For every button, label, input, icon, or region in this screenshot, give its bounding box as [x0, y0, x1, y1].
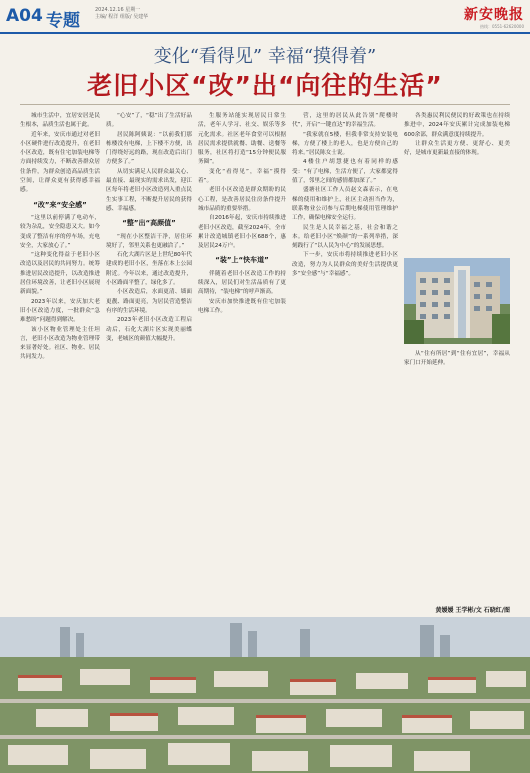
paragraph: 民生是人民幸福之基，社会和谐之本。给老旧小区“焕颜”的一系列举措，深刻践行了“以人民为中心”的发展思想。	[292, 224, 398, 250]
paragraph: 2023年以来，安庆加大老旧小区改造力度，一批群众“急难愁盼”问题得到解决。	[20, 298, 100, 324]
paragraph: 伴随着老旧小区改造工作的持续深入，居民们对生活品质有了更高期待，“装电梯”的呼声渐高。	[198, 270, 286, 296]
paragraph: 该小区物业管理处主任坦言，老旧小区改造为物业管理带来显著好处。社区、物业、居民共同发力。	[20, 326, 100, 361]
section-heading: “改”来“安全感”	[33, 200, 87, 209]
article-column-4	[292, 112, 398, 610]
paragraph: “这里以前停满了电动车，较为杂乱，安全隐患又大。如今变成了整洁有序的停车场，充电安全，大家放心了。”	[20, 214, 100, 249]
paragraph: 石化大湖片区是上世纪80年代建成的老旧小区，坐落在本上公园附近。今年以来，通过改造提升，小区路面平整了，绿化多了。	[106, 252, 192, 287]
designer-credit: 组版/ 吴建华	[119, 14, 149, 20]
issue-weekday: 星期一	[125, 7, 141, 13]
paragraph: 城市生活中，宜居安居是民生根本，品质生活也属于此。	[20, 113, 100, 129]
paragraph: 2023年老旧小区改造工程启动后，石化大湖片区实现美丽蝶变，老城区的颜值大幅提升。	[106, 317, 192, 342]
paragraph: 老旧小区改造是群众期盼的民心工程，是改善居民住房条件提升城市品质的重要举措。	[198, 187, 286, 212]
article-column-5-top	[404, 112, 510, 252]
paragraph: 从切实满足人民群众最关心、最直接、最现实的需求出发，迎江区每年将老旧小区改造列入重点民生实事工程，不断提升居民的获得感、幸福感。	[106, 168, 192, 212]
headline-divider	[20, 104, 510, 105]
article-column-2	[106, 112, 192, 610]
byline: 黄媛媛 王学彬/文 石晓红/图	[435, 607, 510, 614]
article-column-5-bottom	[404, 350, 510, 610]
section-heading: “装”上“快车道”	[215, 256, 269, 265]
paragraph: 从“住有所居”到“住有宜居”，幸福从家门口开始延伸。	[404, 351, 510, 367]
article-column-1	[20, 112, 100, 610]
editor-credit: 主编/ 程洋	[95, 14, 119, 20]
issue-date: 2024.12.16	[95, 7, 124, 13]
paragraph: 盛塘社区工作人员赵文森表示，在电梯的使用和维护上，社区主动担当作为，联系物业公司参与后期电梯使用管理维护工作，确保电梯安全运行。	[292, 187, 398, 222]
page-header	[0, 0, 530, 34]
article-column-3	[198, 112, 286, 610]
community-aerial-photo	[0, 617, 530, 773]
elevator-building-image	[404, 258, 510, 344]
paragraph: 自2016年起，安庆市持续推进老旧小区改造，截至2024年，全市累计改造城镇老旧小区688个，惠及居民24万户。	[198, 215, 286, 250]
paragraph: 小区改造后，水面更清、墙面更靓、路面更亮，为居民营造整洁有序的生活环境。	[106, 289, 192, 314]
masthead	[464, 4, 524, 30]
masthead-hotline: 热线：0551-62620000	[480, 24, 524, 29]
paragraph: 下一步，安庆市将持续推进老旧小区改造，努力为人民群众的美好生活提供更多“安全感”与“幸福感”。	[292, 252, 398, 278]
paragraph: 居民陈阿姨说：“以前我们那栋楼没有电梯，上下楼不方便，出门得绕好远的路，现在改造后出门方便多了。”	[106, 131, 192, 166]
article-subtitle: 变化“看得见” 幸福“摸得着”	[153, 46, 377, 67]
elevator-building-photo	[404, 258, 510, 344]
paragraph: 近年来，安庆市通过对老旧小区硬件进行改造提升，在老旧小区改造，既有住宅加装电梯等方面持续发力，不断改善群众居住条件，为群众创造高品质生活空间，让群众更有获得感幸福感。	[20, 131, 100, 194]
masthead-logo: 新安晚报	[464, 7, 524, 23]
paragraph: 安庆市加快推进既有住宅加装电梯工作。	[198, 298, 286, 314]
paragraph: “我家就在5楼，但我非常支持安装电梯，方便了楼上的老人，也是方便自己的将来。”居民陈女士说。	[292, 131, 398, 157]
paragraph: 营，这里的居民从此告别“爬楼时代”，开启“一键直达”的幸福生活。	[292, 113, 398, 129]
paragraph: 各类惠民利民便民的好政策也在持续推进中，2024年安庆累计完成加装电梯600余部，群众满意度持续提升。	[404, 113, 510, 138]
page-number: A04	[6, 6, 43, 26]
paragraph: 生服务站能实现居民日常生活，老年人学习、社交、娱乐等多元化需求。社区老年食堂可以根据居民需求提供就餐、助餐、送餐等服务，社区将打造“15分钟便民服务圈”。	[198, 113, 286, 166]
paragraph: “心安”了，“稳”出了生活好品质。	[106, 113, 192, 129]
paragraph: 4楼住户胡慧捷也有着同样的感受：“有了电梯，生活方便了，大家都觉得值了，邻里之间的感情都加深了。”	[292, 159, 398, 185]
paragraph: 让群众生活更方便、更舒心、更美好，是城市更新最直接的体现。	[404, 140, 510, 157]
section-name: 专题	[46, 11, 80, 31]
issue-meta	[95, 7, 148, 21]
article-headline: 老旧小区“改”出“向往的生活”	[87, 71, 443, 100]
paragraph: “现在小区整洁干净，居住环境好了，邻里关系也更融洽了。”	[106, 233, 192, 249]
paragraph: 变化“看得见”，幸福“摸得着”。	[198, 168, 286, 185]
community-aerial-image	[0, 617, 530, 773]
section-heading: “整”出“高颜值”	[122, 219, 176, 228]
paragraph: “这种变化得益于老旧小区改造以及居民的共同努力。统筹推进居民改造提升，以改造推进居住环境改善，让老旧小区展现新面貌。”	[20, 252, 100, 296]
